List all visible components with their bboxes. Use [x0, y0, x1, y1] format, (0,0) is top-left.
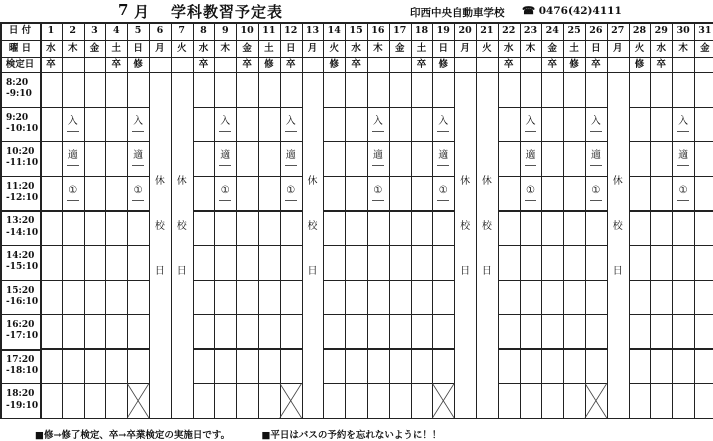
aptitude-test-mark: 入	[585, 111, 607, 133]
row-label-date: 日 付	[8, 25, 32, 37]
aptitude-test-mark: 入	[280, 111, 302, 133]
day-exam-type: 修	[264, 58, 274, 70]
day-weekday: 水	[351, 42, 361, 54]
aptitude-test-mark: 入	[127, 111, 149, 133]
day-exam-type: 修	[569, 58, 579, 70]
time-end: -17:10	[6, 331, 39, 342]
closed-day-text: 校	[176, 221, 187, 232]
day-date: 23	[523, 25, 538, 37]
aptitude-test-mark: 適	[672, 145, 694, 167]
closed-day-text: 休	[154, 176, 165, 187]
school-name: 印西中央自動車学校	[410, 7, 505, 19]
time-end: -16:10	[6, 296, 39, 307]
day-date: 9	[221, 25, 229, 37]
time-start: 10:20	[6, 147, 35, 158]
aptitude-test-mark: ①	[280, 180, 302, 202]
day-date: 19	[436, 25, 450, 37]
day-date: 25	[567, 25, 581, 37]
day-weekday: 木	[525, 42, 536, 54]
day-weekday: 日	[591, 42, 601, 54]
closed-day-text: 校	[154, 221, 165, 232]
aptitude-test-mark: 入	[432, 111, 454, 133]
day-exam-type: 卒	[198, 58, 209, 70]
day-weekday: 日	[133, 42, 143, 54]
aptitude-test-mark: 適	[214, 145, 236, 167]
closed-day-text: 日	[481, 266, 492, 277]
time-end: -14:10	[6, 227, 39, 238]
day-weekday: 土	[569, 42, 579, 54]
aptitude-test-mark: ①	[672, 180, 694, 202]
day-weekday: 火	[176, 42, 187, 54]
day-exam-type: 修	[438, 58, 449, 70]
closed-day-text: 日	[460, 266, 471, 277]
time-end: -18:10	[6, 366, 39, 377]
day-exam-type: 卒	[46, 58, 56, 70]
closed-day-text: 日	[176, 266, 187, 277]
aptitude-test-mark: 入	[62, 111, 84, 133]
day-weekday: 火	[329, 42, 340, 54]
day-weekday: 金	[700, 42, 710, 54]
closed-day-text: 日	[307, 266, 318, 277]
closed-day-text: 休	[481, 176, 492, 187]
time-end: -19:10	[6, 400, 39, 411]
day-exam-type: 卒	[285, 58, 296, 70]
time-end: -12:10	[6, 193, 39, 204]
closed-day-text: 校	[307, 221, 318, 232]
day-weekday: 日	[285, 42, 296, 54]
aptitude-test-mark: ①	[585, 180, 607, 202]
time-end: -15:10	[6, 262, 39, 273]
day-weekday: 火	[634, 42, 645, 54]
day-date: 3	[91, 25, 98, 37]
time-end: -10:10	[6, 123, 39, 134]
time-end: -11:10	[6, 158, 39, 169]
aptitude-test-mark: 入	[520, 111, 542, 133]
title-month-label: 月	[134, 3, 151, 21]
time-start: 8:20	[6, 78, 29, 89]
day-date: 28	[632, 25, 647, 37]
time-end: -9:10	[6, 89, 32, 100]
aptitude-test-mark: 入	[367, 111, 389, 133]
aptitude-test-mark: ①	[62, 180, 84, 202]
time-start: 9:20	[6, 112, 29, 123]
day-weekday: 金	[394, 42, 405, 54]
day-date: 29	[654, 25, 668, 37]
closed-day-text: 校	[481, 221, 492, 232]
aptitude-test-mark: ①	[432, 180, 454, 202]
day-weekday: 月	[307, 42, 318, 54]
aptitude-test-mark: ①	[367, 180, 389, 202]
row-label-weekday: 曜 日	[8, 42, 32, 54]
day-weekday: 木	[220, 42, 231, 54]
day-weekday: 日	[438, 42, 449, 54]
footer-note-bus: ■平日はバスの予約を忘れないように！！	[261, 430, 442, 441]
aptitude-test-mark: ①	[127, 180, 149, 202]
day-date: 18	[414, 25, 429, 37]
day-date: 7	[178, 25, 185, 37]
time-start: 11:20	[6, 181, 35, 192]
telephone-icon: ☎	[522, 5, 536, 17]
page-header	[0, 0, 713, 22]
closed-day-text: 日	[154, 266, 165, 277]
aptitude-test-mark: 入	[672, 111, 694, 133]
footer-notes	[35, 427, 469, 441]
day-date: 31	[698, 25, 712, 37]
day-exam-type: 卒	[591, 58, 601, 70]
closed-day-text: 休	[307, 176, 318, 187]
crossed-cells-layer	[0, 22, 713, 420]
page-title: 学科教習予定表	[171, 3, 284, 21]
day-weekday: 水	[503, 42, 514, 54]
closed-day-text: 休	[176, 176, 187, 187]
day-weekday: 土	[264, 42, 274, 54]
time-start: 13:20	[6, 216, 35, 227]
time-start: 14:20	[6, 251, 35, 262]
day-weekday: 水	[198, 42, 209, 54]
aptitude-test-mark: ①	[214, 180, 236, 202]
phone-number: ☎ 0476(42)4111	[522, 5, 622, 17]
day-date: 15	[349, 25, 363, 37]
aptitude-test-mark: 適	[520, 145, 542, 167]
day-date: 17	[393, 25, 407, 37]
day-date: 13	[305, 25, 320, 37]
day-date: 8	[200, 25, 207, 37]
footer-note-exams: ■修→修了検定、卒→卒業検定の実施日です。	[35, 430, 231, 441]
day-exam-type: 修	[329, 58, 340, 70]
day-weekday: 土	[111, 42, 122, 54]
day-weekday: 木	[373, 42, 383, 54]
day-date: 10	[240, 25, 254, 37]
day-date: 30	[676, 25, 690, 37]
title-month-number: 7	[118, 1, 130, 19]
day-exam-type: 卒	[503, 58, 514, 70]
day-date: 21	[480, 25, 494, 37]
day-weekday: 金	[547, 42, 558, 54]
day-exam-type: 卒	[111, 58, 122, 70]
day-weekday: 土	[416, 42, 427, 54]
day-weekday: 木	[678, 42, 688, 54]
day-date: 11	[262, 25, 276, 37]
day-weekday: 月	[612, 42, 623, 54]
day-weekday: 月	[155, 42, 165, 54]
day-date: 1	[47, 25, 55, 37]
day-date: 24	[545, 25, 559, 37]
closed-day-text: 校	[612, 221, 623, 232]
day-date: 16	[371, 25, 385, 37]
day-date: 12	[284, 25, 298, 37]
day-date: 26	[589, 25, 603, 37]
aptitude-test-mark: 適	[280, 145, 302, 167]
time-start: 18:20	[6, 389, 35, 400]
closed-day-text: 休	[460, 176, 471, 187]
day-date: 6	[156, 25, 164, 37]
aptitude-test-mark: 入	[214, 111, 236, 133]
day-date: 22	[502, 25, 516, 37]
day-weekday: 水	[46, 42, 56, 54]
day-exam-type: 修	[133, 58, 143, 70]
day-date: 5	[134, 25, 142, 37]
day-date: 27	[611, 25, 625, 37]
aptitude-test-mark: 適	[367, 145, 389, 167]
day-weekday: 金	[89, 42, 100, 54]
day-date: 20	[458, 25, 472, 37]
aptitude-test-mark: 適	[127, 145, 149, 167]
day-date: 2	[69, 25, 76, 37]
time-start: 17:20	[6, 354, 35, 365]
day-weekday: 金	[242, 42, 252, 54]
aptitude-test-mark: 適	[62, 145, 84, 167]
day-exam-type: 卒	[351, 58, 361, 70]
day-date: 14	[327, 25, 341, 37]
day-weekday: 水	[656, 42, 667, 54]
day-exam-type: 卒	[416, 58, 427, 70]
closed-day-text: 休	[612, 176, 623, 187]
closed-day-text: 日	[612, 266, 623, 277]
closed-day-text: 校	[460, 221, 471, 232]
day-weekday: 火	[482, 42, 492, 54]
day-exam-type: 修	[634, 58, 645, 70]
day-date: 4	[112, 25, 120, 37]
time-start: 16:20	[6, 320, 35, 331]
day-exam-type: 卒	[547, 58, 558, 70]
day-weekday: 木	[67, 42, 78, 54]
aptitude-test-mark: 適	[432, 145, 454, 167]
day-exam-type: 卒	[242, 58, 252, 70]
aptitude-test-mark: 適	[585, 145, 607, 167]
time-start: 15:20	[6, 285, 35, 296]
day-exam-type: 卒	[656, 58, 667, 70]
row-label-exam: 検定日	[5, 58, 35, 70]
aptitude-test-mark: ①	[520, 180, 542, 202]
day-weekday: 月	[460, 42, 470, 54]
